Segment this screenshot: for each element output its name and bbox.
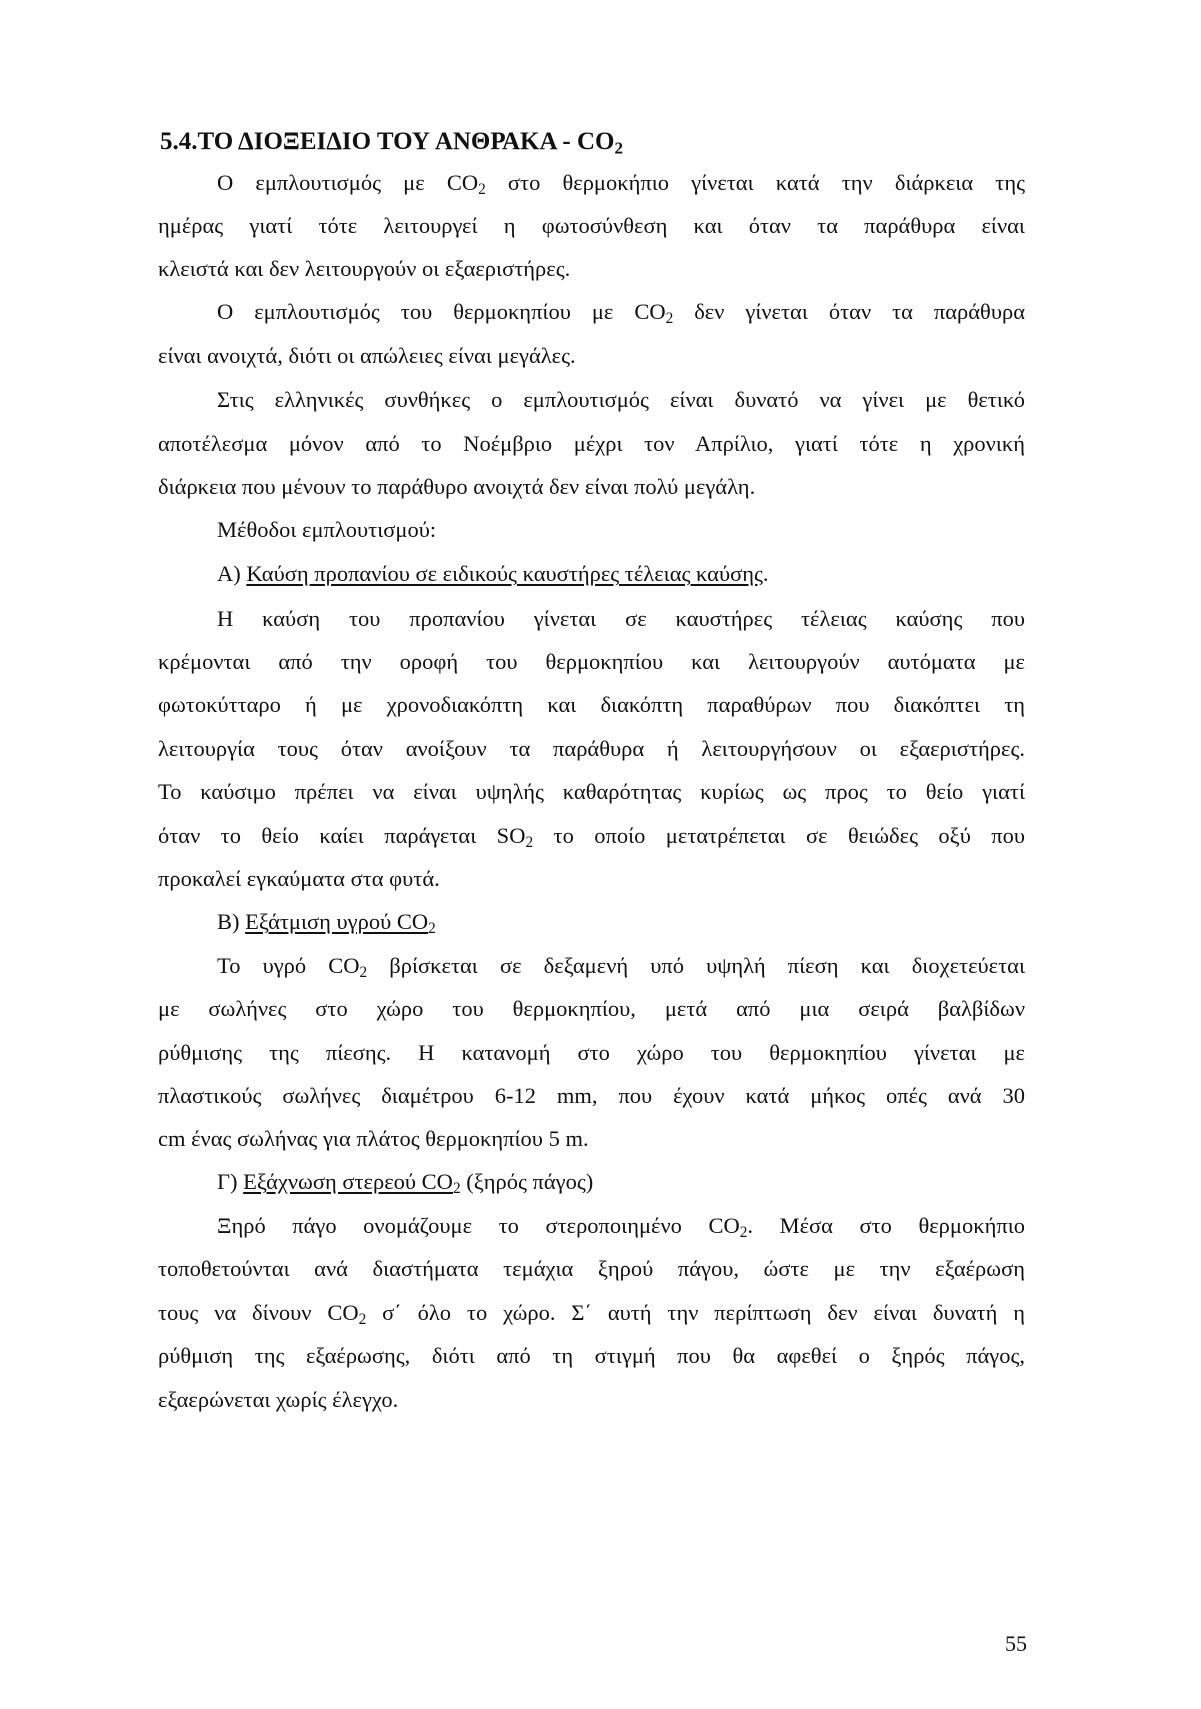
method-b-title: Β) Εξάτμιση υγρού $CO_2$ bbox=[217, 909, 436, 937]
methods-label: Μέθοδοι εμπλουτισμού: bbox=[217, 517, 437, 542]
paragraph-line: ρύθμισης της πίεσης. Η κατανομή στο χώρο του θερμοκηπίου γίνεται με bbox=[158, 1040, 1025, 1065]
page-number: 55 bbox=[1005, 1631, 1027, 1656]
paragraph-line: τοποθετούνται ανά διαστήματα τεμάχια ξηρού πάγου, ώστε με την εξαέρωση bbox=[158, 1256, 1025, 1281]
paragraph-line: ρύθμιση της εξαέρωσης, διότι από τη στιγμή που θα αφεθεί ο ξηρός πάγος, bbox=[158, 1343, 1025, 1368]
paragraph-line: πλαστικούς σωλήνες διαμέτρου 6-12 mm, που έχουν κατά μήκος οπές ανά 30 bbox=[158, 1083, 1025, 1108]
paragraph-line: Το καύσιμο πρέπει να είναι υψηλής καθαρότητας κυρίως ως προς το θείο γιατί bbox=[158, 779, 1025, 804]
method-a-title: Α) Καύση προπανίου σε ειδικούς καυστήρες τέλειας καύσης. bbox=[217, 561, 769, 586]
paragraph-line: αποτέλεσμα μόνον από το Νοέμβριο μέχρι τον Απρίλιο, γιατί τότε η χρονική bbox=[158, 431, 1025, 456]
paragraph-line: λειτουργία τους όταν ανοίξουν τα παράθυρα ή λειτουργήσουν οι εξαεριστήρες. bbox=[158, 736, 1025, 761]
section-heading bbox=[160, 128, 623, 158]
paragraph-line: όταν το θείο καίει παράγεται $SO_2$ το οποίο μετατρέπεται σε θειώδες οξύ που bbox=[158, 823, 1026, 851]
paragraph-line: κρέμονται από την οροφή του θερμοκηπίου και λειτουργούν αυτόματα με bbox=[158, 649, 1025, 674]
paragraph-line: Ο εμπλουτισμός του θερμοκηπίου με $CO_2$ δεν γίνεται όταν τα παράθυρα bbox=[217, 299, 1025, 327]
paragraph-line: Η καύση του προπανίου γίνεται σε καυστήρες τέλειας καύσης που bbox=[217, 606, 1025, 631]
paragraph-line: τους να δίνουν $CO_2$ σ΄ όλο το χώρο. Σ΄ αυτή την περίπτωση δεν είναι δυνατή η bbox=[158, 1300, 1026, 1328]
paragraph-line: Στις ελληνικές συνθήκες ο εμπλουτισμός είναι δυνατό να γίνει με θετικό bbox=[217, 387, 1025, 412]
paragraph-line: ημέρας γιατί τότε λειτουργεί η φωτοσύνθεση και όταν τα παράθυρα είναι bbox=[158, 213, 1025, 238]
paragraph-line: εξαερώνεται χωρίς έλεγχο. bbox=[158, 1387, 399, 1412]
method-c-title: Γ) Εξάχνωση στερεού $CO_2$ (ξηρός πάγος) bbox=[217, 1169, 594, 1197]
paragraph-line: cm ένας σωλήνας για πλάτος θερμοκηπίου 5 m. bbox=[158, 1126, 589, 1151]
paragraph-line: Ξηρό πάγο ονομάζουμε το στεροποιημένο $CO_2$. Μέσα στο θερμοκήπιο bbox=[217, 1213, 1025, 1241]
paragraph-line: Ο εμπλουτισμός με $CO_2$ στο θερμοκήπιο γίνεται κατά την διάρκεια της bbox=[217, 170, 1026, 198]
paragraph-line: φωτοκύτταρο ή με χρονοδιακόπτη και διακόπτη παραθύρων που διακόπτει τη bbox=[158, 692, 1025, 717]
paragraph-line: είναι ανοιχτά, διότι οι απώλειες είναι μεγάλες. bbox=[158, 343, 576, 368]
paragraph-line: με σωλήνες στο χώρο του θερμοκηπίου, μετά από μια σειρά βαλβίδων bbox=[158, 996, 1025, 1021]
paragraph-line: προκαλεί εγκαύματα στα φυτά. bbox=[158, 866, 440, 891]
heading-subscript: 2 bbox=[614, 138, 623, 158]
paragraph-line: διάρκεια που μένουν το παράθυρο ανοιχτά δεν είναι πολύ μεγάλη. bbox=[158, 474, 756, 499]
paragraph-line: κλειστά και δεν λειτουργούν οι εξαεριστήρες. bbox=[158, 256, 571, 281]
paragraph-line: Το υγρό $CO_2$ βρίσκεται σε δεξαμενή υπό υψηλή πίεση και διοχετεύεται bbox=[217, 953, 1025, 981]
heading-text: 5.4.ΤΟ ΔΙΟΞΕΙΔΙΟ ΤΟΥ ΑΝΘΡΑΚΑ - CO bbox=[160, 128, 615, 155]
